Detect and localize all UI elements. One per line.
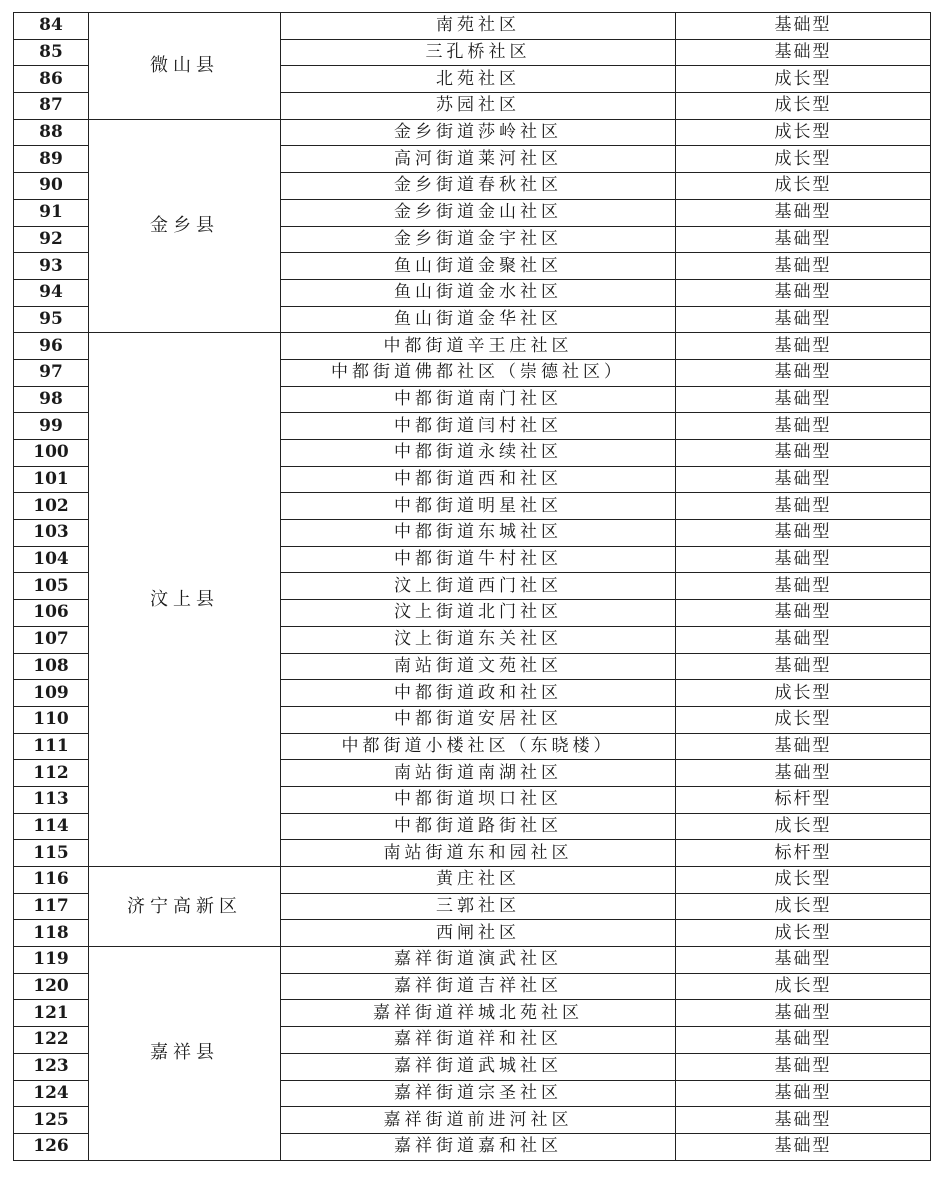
community-name-cell: 金乡街道金宇社区 <box>281 226 676 253</box>
community-name-cell: 中都街道闫村社区 <box>281 413 676 440</box>
row-number-cell: 118 <box>14 920 89 947</box>
community-type-cell: 成长型 <box>676 867 931 894</box>
community-name-cell: 北苑社区 <box>281 66 676 93</box>
community-name-cell: 苏园社区 <box>281 93 676 120</box>
row-number-cell: 95 <box>14 306 89 333</box>
row-number-cell: 120 <box>14 973 89 1000</box>
county-cell: 济宁高新区 <box>89 867 281 947</box>
community-name-cell: 中都街道坝口社区 <box>281 786 676 813</box>
community-type-cell: 成长型 <box>676 920 931 947</box>
community-type-cell: 基础型 <box>676 546 931 573</box>
row-number-cell: 121 <box>14 1000 89 1027</box>
community-type-cell: 成长型 <box>676 146 931 173</box>
community-name-cell: 汶上街道西门社区 <box>281 573 676 600</box>
row-number-cell: 119 <box>14 947 89 974</box>
community-type-cell: 成长型 <box>676 119 931 146</box>
community-type-cell: 成长型 <box>676 66 931 93</box>
table-body <box>14 13 931 1161</box>
community-type-cell: 基础型 <box>676 199 931 226</box>
row-number-cell: 124 <box>14 1080 89 1107</box>
row-number-cell: 88 <box>14 119 89 146</box>
community-type-cell: 基础型 <box>676 760 931 787</box>
row-number-cell: 91 <box>14 199 89 226</box>
community-type-cell: 基础型 <box>676 253 931 280</box>
community-name-cell: 金乡街道春秋社区 <box>281 173 676 200</box>
community-name-cell: 中都街道东城社区 <box>281 520 676 547</box>
row-number-cell: 123 <box>14 1053 89 1080</box>
community-name-cell: 中都街道安居社区 <box>281 706 676 733</box>
county-cell: 金乡县 <box>89 119 281 333</box>
community-name-cell: 鱼山街道金聚社区 <box>281 253 676 280</box>
row-number-cell: 110 <box>14 706 89 733</box>
community-type-cell: 基础型 <box>676 13 931 40</box>
community-type-cell: 基础型 <box>676 226 931 253</box>
row-number-cell: 102 <box>14 493 89 520</box>
community-name-cell: 嘉祥街道武城社区 <box>281 1053 676 1080</box>
community-type-cell: 基础型 <box>676 1080 931 1107</box>
community-name-cell: 嘉祥街道演武社区 <box>281 947 676 974</box>
community-type-cell: 成长型 <box>676 93 931 120</box>
table-row <box>14 867 931 894</box>
community-type-cell: 基础型 <box>676 333 931 360</box>
community-name-cell: 中都街道政和社区 <box>281 680 676 707</box>
community-type-cell: 基础型 <box>676 413 931 440</box>
row-number-cell: 117 <box>14 893 89 920</box>
community-type-cell: 基础型 <box>676 1000 931 1027</box>
row-number-cell: 98 <box>14 386 89 413</box>
community-type-cell: 成长型 <box>676 173 931 200</box>
community-type-cell: 成长型 <box>676 680 931 707</box>
row-number-cell: 114 <box>14 813 89 840</box>
row-number-cell: 86 <box>14 66 89 93</box>
community-name-cell: 金乡街道金山社区 <box>281 199 676 226</box>
community-name-cell: 三郭社区 <box>281 893 676 920</box>
community-name-cell: 中都街道佛都社区（崇德社区） <box>281 359 676 386</box>
community-type-cell: 标杆型 <box>676 840 931 867</box>
community-type-cell: 基础型 <box>676 440 931 467</box>
row-number-cell: 105 <box>14 573 89 600</box>
row-number-cell: 104 <box>14 546 89 573</box>
community-type-cell: 标杆型 <box>676 786 931 813</box>
community-name-cell: 中都街道小楼社区（东晓楼） <box>281 733 676 760</box>
community-name-cell: 南站街道文苑社区 <box>281 653 676 680</box>
community-type-cell: 成长型 <box>676 706 931 733</box>
community-name-cell: 三孔桥社区 <box>281 39 676 66</box>
community-type-cell: 基础型 <box>676 733 931 760</box>
community-name-cell: 鱼山街道金水社区 <box>281 279 676 306</box>
row-number-cell: 115 <box>14 840 89 867</box>
row-number-cell: 85 <box>14 39 89 66</box>
row-number-cell: 100 <box>14 440 89 467</box>
community-type-cell: 基础型 <box>676 386 931 413</box>
table-row <box>14 947 931 974</box>
community-type-cell: 基础型 <box>676 573 931 600</box>
row-number-cell: 99 <box>14 413 89 440</box>
community-type-cell: 基础型 <box>676 600 931 627</box>
community-type-cell: 成长型 <box>676 813 931 840</box>
table-row <box>14 333 931 360</box>
row-number-cell: 111 <box>14 733 89 760</box>
row-number-cell: 112 <box>14 760 89 787</box>
community-type-cell: 基础型 <box>676 947 931 974</box>
table-row <box>14 13 931 40</box>
row-number-cell: 113 <box>14 786 89 813</box>
row-number-cell: 116 <box>14 867 89 894</box>
community-name-cell: 中都街道南门社区 <box>281 386 676 413</box>
community-name-cell: 嘉祥街道吉祥社区 <box>281 973 676 1000</box>
community-name-cell: 汶上街道东关社区 <box>281 626 676 653</box>
row-number-cell: 101 <box>14 466 89 493</box>
community-type-cell: 基础型 <box>676 279 931 306</box>
community-name-cell: 西闸社区 <box>281 920 676 947</box>
county-cell: 嘉祥县 <box>89 947 281 1161</box>
community-name-cell: 嘉祥街道前进河社区 <box>281 1107 676 1134</box>
row-number-cell: 87 <box>14 93 89 120</box>
community-type-cell: 基础型 <box>676 1027 931 1054</box>
county-cell: 微山县 <box>89 13 281 120</box>
row-number-cell: 109 <box>14 680 89 707</box>
row-number-cell: 126 <box>14 1133 89 1160</box>
row-number-cell: 96 <box>14 333 89 360</box>
community-name-cell: 嘉祥街道宗圣社区 <box>281 1080 676 1107</box>
community-name-cell: 南站街道南湖社区 <box>281 760 676 787</box>
community-type-cell: 基础型 <box>676 653 931 680</box>
community-type-cell: 基础型 <box>676 493 931 520</box>
row-number-cell: 125 <box>14 1107 89 1134</box>
row-number-cell: 108 <box>14 653 89 680</box>
row-number-cell: 107 <box>14 626 89 653</box>
community-name-cell: 中都街道明星社区 <box>281 493 676 520</box>
community-type-cell: 基础型 <box>676 359 931 386</box>
row-number-cell: 93 <box>14 253 89 280</box>
community-name-cell: 鱼山街道金华社区 <box>281 306 676 333</box>
community-type-cell: 基础型 <box>676 466 931 493</box>
community-type-cell: 基础型 <box>676 1107 931 1134</box>
community-name-cell: 南站街道东和园社区 <box>281 840 676 867</box>
community-type-cell: 基础型 <box>676 306 931 333</box>
community-name-cell: 嘉祥街道祥和社区 <box>281 1027 676 1054</box>
community-name-cell: 黄庄社区 <box>281 867 676 894</box>
row-number-cell: 106 <box>14 600 89 627</box>
row-number-cell: 103 <box>14 520 89 547</box>
county-cell: 汶上县 <box>89 333 281 867</box>
community-name-cell: 高河街道莱河社区 <box>281 146 676 173</box>
row-number-cell: 84 <box>14 13 89 40</box>
community-name-cell: 汶上街道北门社区 <box>281 600 676 627</box>
community-type-cell: 成长型 <box>676 893 931 920</box>
community-type-cell: 基础型 <box>676 1053 931 1080</box>
row-number-cell: 97 <box>14 359 89 386</box>
community-type-cell: 成长型 <box>676 973 931 1000</box>
community-name-cell: 中都街道路街社区 <box>281 813 676 840</box>
row-number-cell: 89 <box>14 146 89 173</box>
community-name-cell: 中都街道辛王庄社区 <box>281 333 676 360</box>
community-type-cell: 基础型 <box>676 39 931 66</box>
community-type-cell: 基础型 <box>676 1133 931 1160</box>
row-number-cell: 90 <box>14 173 89 200</box>
community-name-cell: 中都街道西和社区 <box>281 466 676 493</box>
community-name-cell: 嘉祥街道嘉和社区 <box>281 1133 676 1160</box>
community-type-cell: 基础型 <box>676 520 931 547</box>
community-table <box>13 12 931 1161</box>
row-number-cell: 92 <box>14 226 89 253</box>
community-type-cell: 基础型 <box>676 626 931 653</box>
community-name-cell: 金乡街道莎岭社区 <box>281 119 676 146</box>
community-name-cell: 南苑社区 <box>281 13 676 40</box>
row-number-cell: 94 <box>14 279 89 306</box>
community-name-cell: 中都街道牛村社区 <box>281 546 676 573</box>
row-number-cell: 122 <box>14 1027 89 1054</box>
community-name-cell: 嘉祥街道祥城北苑社区 <box>281 1000 676 1027</box>
community-name-cell: 中都街道永续社区 <box>281 440 676 467</box>
table-row <box>14 119 931 146</box>
